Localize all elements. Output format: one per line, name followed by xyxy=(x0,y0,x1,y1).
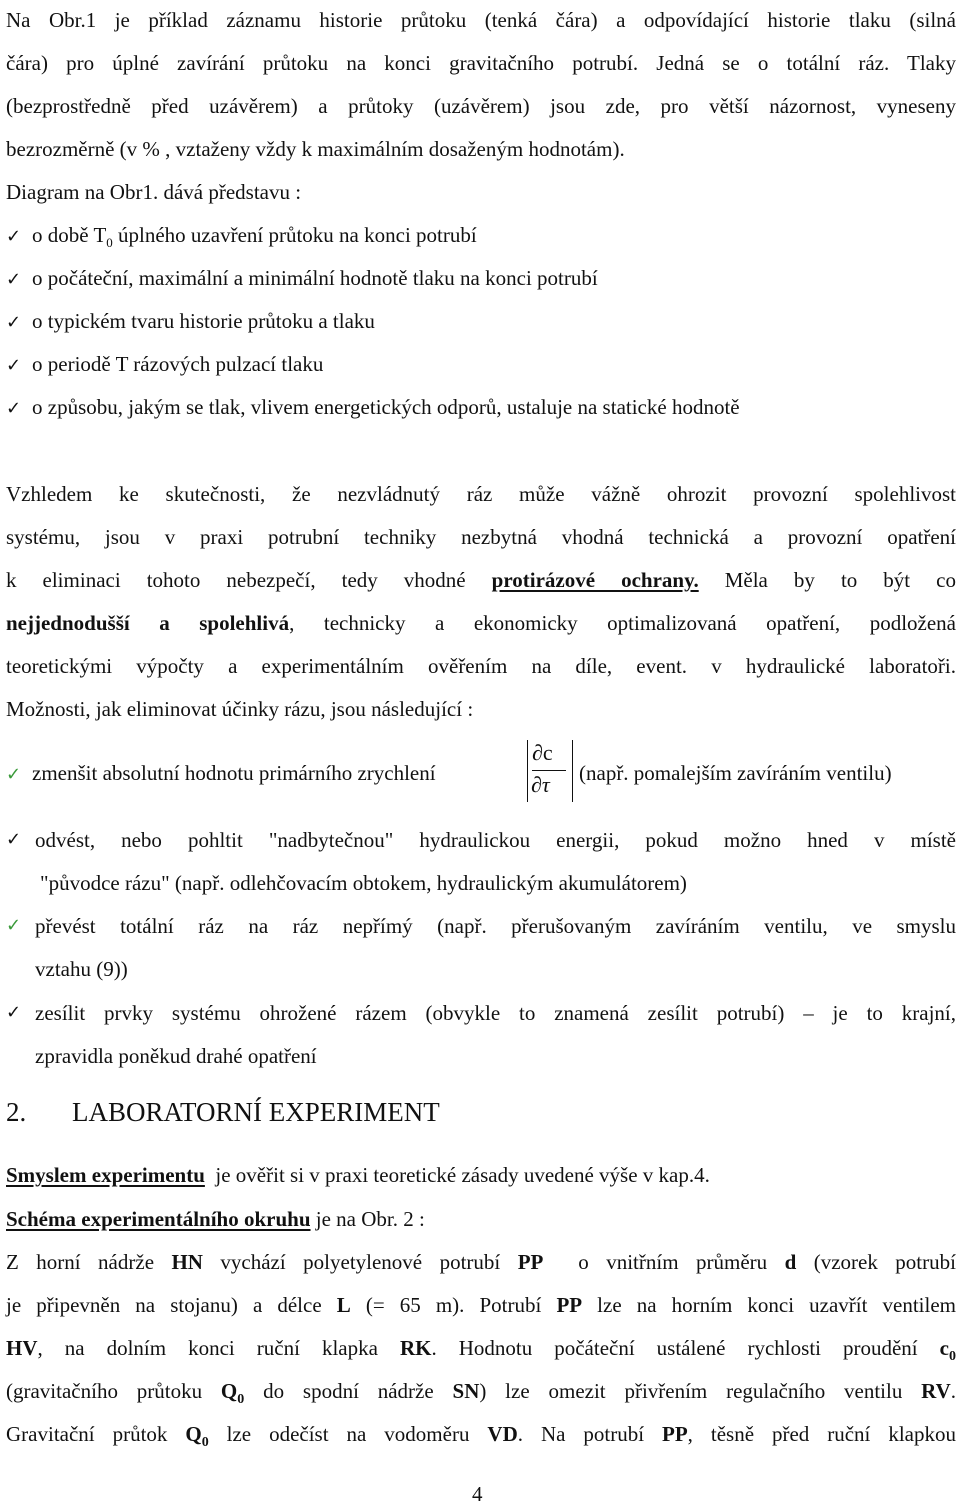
checklist-item-cont: zpravidla poněkud drahé opatření xyxy=(35,1044,317,1068)
check-icon: ✓ xyxy=(6,226,22,247)
checklist-item: ✓ o způsobu, jakým se tlak, vlivem energetických odporů, ustaluje na statické hodnotě xyxy=(6,394,740,422)
checklist-item: ✓ o periodě T rázových pulzací tlaku xyxy=(6,351,323,379)
para2-line-3: k eliminaci tohoto nebezpečí, tedy vhodné protirázové ochrany. Měla by to být co xyxy=(6,568,956,592)
check-icon: ✓ xyxy=(6,915,22,936)
section-heading: 2. LABORATORNÍ EXPERIMENT xyxy=(6,1097,440,1127)
check-icon: ✓ xyxy=(6,312,22,333)
para2-line-2: systému, jsou v praxi potrubní techniky nezbytná vhodná technická a provozní opatření xyxy=(6,525,956,549)
checklist-item-cont: "původce rázu" (např. odlehčovacím obtokem, hydraulickým akumulátorem) xyxy=(40,871,687,895)
para3-line-3: Z horní nádrže HN vychází polyetylenové potrubí PP o vnitřním průměru d (vzorek potrubí xyxy=(6,1250,956,1274)
check-icon: ✓ xyxy=(6,269,22,290)
checklist-item-cont: vztahu (9)) xyxy=(35,957,128,981)
intro-line-2: čára) pro úplné zavírání průtoku na konci gravitačního potrubí. Jedná se o totální ráz. Tlaky xyxy=(6,51,956,75)
checklist-item: ✓ o typickém tvaru historie průtoku a tlaku xyxy=(6,308,375,336)
checklist-item: ✓ o době $T_0$ úplného uzavření průtoku na konci potrubí xyxy=(6,223,477,251)
intro-line-3: (bezprostředně před uzávěrem) a průtoky (uzávěrem) jsou zde, pro větší názornost, vyneseny xyxy=(6,94,956,118)
para2-line-6: Možnosti, jak eliminovat účinky rázu, jsou následující : xyxy=(6,697,474,721)
checklist-item: ✓ zmenšit absolutní hodnotu primárního zrychlení xyxy=(6,760,436,788)
acceleration-fraction: ∂c ∂τ xyxy=(527,740,573,802)
checklist-item-note: (např. pomalejším zavíráním ventilu) xyxy=(579,761,892,785)
para3-line-4: je připevněn na stojanu) a délce L (= 65 m). Potrubí PP lze na horním konci uzavřít ventilem xyxy=(6,1293,956,1317)
check-icon: ✓ xyxy=(6,1002,22,1023)
para2-line-1: Vzhledem ke skutečnosti, že nezvládnutý ráz může vážně ohrozit provozní spolehlivost xyxy=(6,482,956,506)
fraction-bar xyxy=(532,770,566,771)
checklist-item: ✓ odvést, nebo pohltit "nadbytečnou" hydraulickou energii, pokud možno hned v místě xyxy=(6,828,956,852)
para2-line-4: nejjednodušší a spolehlivá, technicky a ekonomicky optimalizovaná opatření, podložená xyxy=(6,611,956,635)
para3-line-7: Gravitační průtok $Q_0$ lze odečíst na vodoměru VD. Na potrubí PP, těsně před ruční klapkou xyxy=(6,1422,956,1451)
para3-line-5: HV, na dolním konci ruční klapka RK. Hodnotu počáteční ustálené rychlosti proudění $c_0$ xyxy=(6,1336,956,1365)
protirazove-ochrany-link: protirázové ochrany. xyxy=(491,568,699,592)
check-icon: ✓ xyxy=(6,764,22,785)
intro-line-1: Na Obr.1 je příklad záznamu historie průtoku (tenká čára) a odpovídající historie tlaku (silná xyxy=(6,8,956,32)
para3-line-2: Schéma experimentálního okruhu je na Obr. 2 : xyxy=(6,1207,425,1231)
check-icon: ✓ xyxy=(6,398,22,419)
checklist-item: ✓ převést totální ráz na ráz nepřímý (např. přerušovaným zavíráním ventilu, ve smyslu xyxy=(6,914,956,938)
intro-line-5: Diagram na Obr1. dává představu : xyxy=(6,180,302,204)
para2-line-5: teoretickými výpočty a experimentálním ověřením na díle, event. v hydraulické laboratoři. xyxy=(6,654,956,678)
check-icon: ✓ xyxy=(6,355,22,376)
checklist-item: ✓ o počáteční, maximální a minimální hodnotě tlaku na konci potrubí xyxy=(6,265,598,293)
checklist-item: ✓ zesílit prvky systému ohrožené rázem (obvykle to znamená zesílit potrubí) – je to krajní, xyxy=(6,1001,956,1025)
para3-line-6: (gravitačního průtoku $Q_0$ do spodní nádrže SN) lze omezit přivřením regulačního ventilu RV. xyxy=(6,1379,957,1408)
check-icon: ✓ xyxy=(6,829,22,850)
page-number: 4 xyxy=(472,1482,483,1506)
para3-line-1: Smyslem experimentu je ověřit si v praxi teoretické zásady uvedené výše v kap.4. xyxy=(6,1163,710,1187)
intro-line-4: bezrozměrně (v % , vztaženy vždy k maximálním dosaženým hodnotám). xyxy=(6,137,625,161)
